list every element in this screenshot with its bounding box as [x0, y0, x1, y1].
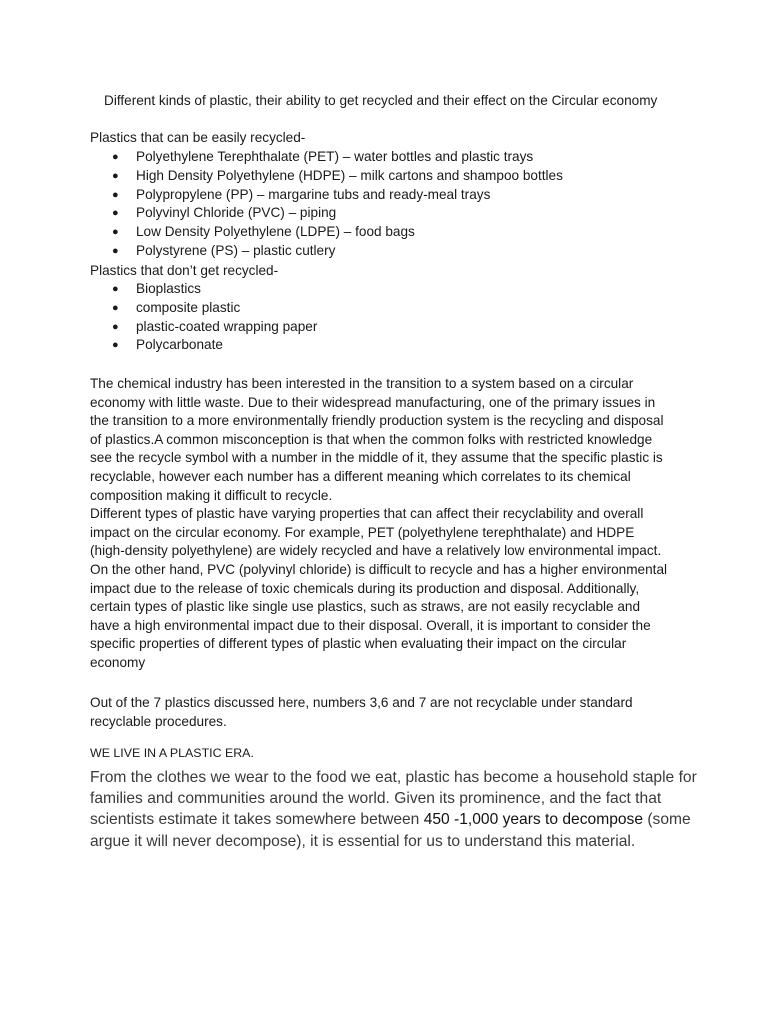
text-line: recyclable, however each number has a different meaning which correlates to its chemical: [90, 468, 631, 484]
text-line: of plastics.A common misconception is that when the common folks with restricted knowledge: [90, 431, 653, 447]
bullet-icon: ●: [112, 226, 119, 239]
text-line: impact on the circular economy. For example, PET (polyethylene terephthalate) and HDPE: [90, 524, 635, 540]
text-line: (high-density polyethylene) are widely recycled and have a relatively low environmental impact.: [90, 543, 662, 559]
list-item: ● Polypropylene (PP) – margarine tubs and ready-meal trays: [112, 186, 563, 205]
bullet-icon: ●: [112, 244, 119, 257]
text-line: have a high environmental impact due to their disposal. Overall, it is important to consider the: [90, 617, 651, 633]
paragraph-recyclable-numbers: [90, 694, 690, 731]
paragraph-circular-economy: [90, 375, 690, 673]
text-line: argue it will never decompose), it is essential for us to understand this material.: [90, 832, 636, 850]
recyclable-list: [112, 148, 563, 261]
list-item: ● Polyethylene Terephthalate (PET) – water bottles and plastic trays: [112, 148, 563, 167]
list-item: ● Bioplastics: [112, 280, 317, 299]
bullet-icon: ●: [112, 283, 119, 295]
era-heading: WE LIVE IN A PLASTIC ERA.: [90, 746, 254, 760]
document-title: Different kinds of plastic, their ability to get recycled and their effect on the Circular economy: [104, 93, 658, 108]
bullet-icon: ●: [112, 151, 119, 163]
text-line: Different types of plastic have varying properties that can affect their recyclability and overall: [90, 506, 644, 522]
list-item: ● Low Density Polyethylene (LDPE) – food bags: [112, 223, 563, 242]
list-item: ● composite plastic: [112, 299, 317, 318]
non-recyclable-heading: Plastics that don’t get recycled-: [90, 263, 279, 278]
text-line: economy: [90, 654, 146, 670]
list-item: ● Polystyrene (PS) – plastic cutlery: [112, 242, 563, 261]
text-line: The chemical industry has been interested in the transition to a system based on a circular: [90, 376, 634, 391]
text-line: families and communities around the world. Given its prominence, and the fact that: [90, 790, 662, 808]
bullet-icon: ●: [112, 169, 119, 182]
bullet-icon: ●: [112, 320, 119, 333]
text-line: certain types of plastic like single use plastics, such as straws, are not easily recyclable and: [90, 599, 641, 615]
text-line: scientists estimate it takes somewhere between 450 -1,000 years to decompose (some: [90, 811, 691, 829]
bullet-icon: ●: [112, 188, 119, 201]
text-line: Out of the 7 plastics discussed here, numbers 3,6 and 7 are not recyclable under standard: [90, 695, 633, 710]
text-line: see the recycle symbol with a number in the middle of it, they assume that the specific plastic is: [90, 450, 663, 466]
text-line: economy with little waste. Due to their widespread manufacturing, one of the primary issues in: [90, 394, 656, 410]
list-item: ● Polycarbonate: [112, 336, 317, 355]
bullet-icon: ●: [112, 207, 119, 220]
list-item: ● Polyvinyl Chloride (PVC) – piping: [112, 204, 563, 223]
text-line: From the clothes we wear to the food we eat, plastic has become a household staple for: [90, 769, 697, 786]
closing-paragraph: [90, 767, 710, 852]
text-line: composition making it difficult to recycle.: [90, 487, 333, 503]
recyclable-heading: Plastics that can be easily recycled-: [90, 130, 306, 145]
decompose-highlight: 450 -1,000 years to decompose: [423, 811, 644, 829]
text-line: impact due to the release of toxic chemicals during its production and disposal. Additionally,: [90, 580, 640, 596]
text-line: the transition to a more environmentally friendly production system is the recycling and disposal: [90, 413, 664, 429]
text-line: On the other hand, PVC (polyvinyl chloride) is difficult to recycle and has a higher environmental: [90, 561, 668, 577]
bullet-icon: ●: [112, 301, 119, 314]
bullet-icon: ●: [112, 339, 119, 352]
non-recyclable-list: [112, 280, 317, 355]
text-line: specific properties of different types of plastic when evaluating their impact on the circular: [90, 636, 627, 652]
list-item: ● plastic-coated wrapping paper: [112, 318, 317, 337]
list-item: ● High Density Polyethylene (HDPE) – milk cartons and shampoo bottles: [112, 167, 563, 186]
text-line: recyclable procedures.: [90, 713, 227, 729]
